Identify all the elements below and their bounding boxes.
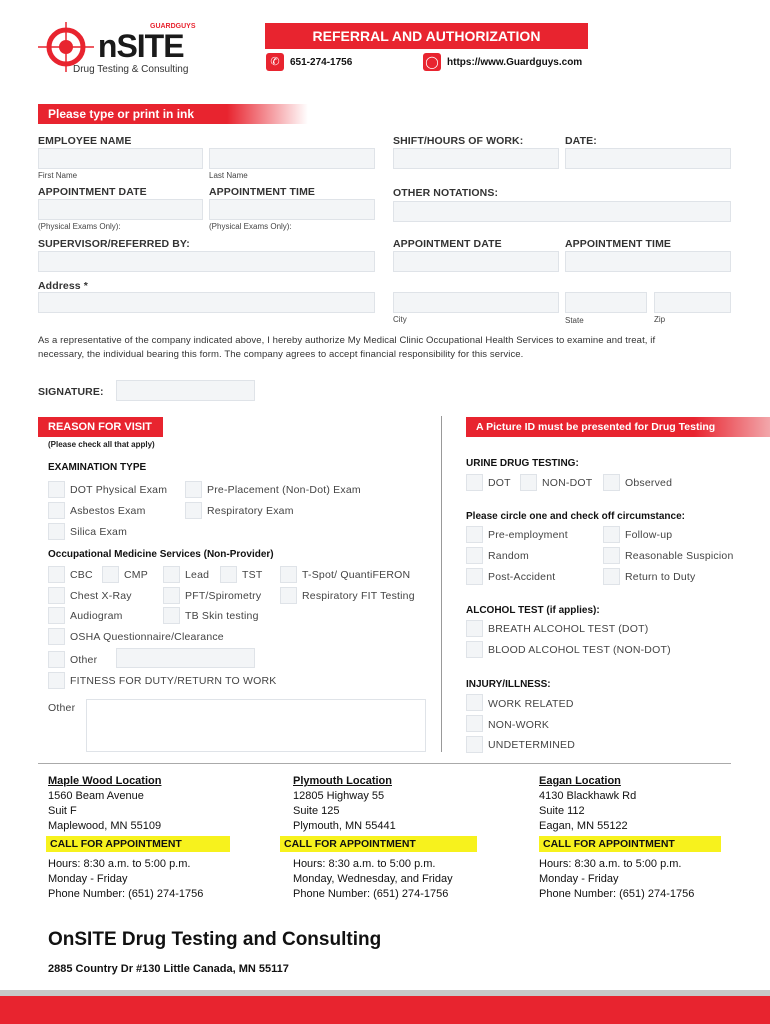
location-title: Plymouth Location	[293, 775, 392, 787]
tst-label: TST	[242, 569, 263, 581]
location-title: Eagan Location	[539, 775, 621, 787]
reasonable-suspicion-checkbox[interactable]	[603, 547, 620, 564]
physical-exams-sub-2: (Physical Exams Only):	[209, 222, 292, 231]
authorization-line-2: necessary, the individual bearing this form. The company agrees to accept financial responsibility for this service.	[38, 349, 524, 360]
cmp-label: CMP	[124, 569, 148, 581]
post-accident-label: Post-Accident	[488, 571, 556, 583]
random-label: Random	[488, 550, 529, 562]
urine-dot-checkbox[interactable]	[466, 474, 483, 491]
reason-banner: REASON FOR VISIT	[38, 417, 163, 437]
other-label: Other	[70, 654, 98, 666]
chest-xray-checkbox[interactable]	[48, 587, 65, 604]
appointment-date-label: APPOINTMENT DATE	[38, 186, 147, 198]
follow-up-checkbox[interactable]	[603, 526, 620, 543]
supervisor-field[interactable]	[38, 251, 375, 272]
other-notations-field[interactable]	[393, 201, 731, 222]
pre-employment-checkbox[interactable]	[466, 526, 483, 543]
signature-field[interactable]	[116, 380, 255, 401]
resp-fit-label: Respiratory FIT Testing	[302, 590, 415, 602]
cta-maplewood[interactable]: CALL FOR APPOINTMENT	[46, 836, 230, 852]
address-label: Address *	[38, 280, 88, 292]
fitness-label: FITNESS FOR DUTY/RETURN TO WORK	[70, 675, 277, 687]
tb-skin-label: TB Skin testing	[185, 610, 259, 622]
state-sub: State	[565, 316, 584, 325]
work-related-label: WORK RELATED	[488, 698, 574, 710]
urine-observed-label: Observed	[625, 477, 673, 489]
blood-alcohol-label: BLOOD ALCOHOL TEST (NON-DOT)	[488, 644, 671, 656]
appointment-time-field[interactable]	[209, 199, 375, 220]
zip-field[interactable]	[654, 292, 731, 313]
other-2-textarea[interactable]	[86, 699, 426, 752]
brand-o	[74, 28, 98, 64]
last-name-sub: Last Name	[209, 171, 248, 180]
location-line1: 1560 Beam Avenue	[48, 790, 144, 802]
cbc-checkbox[interactable]	[48, 566, 65, 583]
tspot-checkbox[interactable]	[280, 566, 297, 583]
location-eagan	[539, 774, 636, 834]
location-phone: Phone Number: (651) 274-1756	[293, 888, 449, 900]
brand-tagline: Drug Testing & Consulting	[73, 64, 189, 75]
audiogram-checkbox[interactable]	[48, 607, 65, 624]
location-maplewood	[48, 774, 161, 834]
shift-hours-field[interactable]	[393, 148, 559, 169]
work-related-checkbox[interactable]	[466, 694, 483, 711]
location-line1: 4130 Blackhawk Rd	[539, 790, 637, 802]
location-days: Monday, Wednesday, and Friday	[293, 873, 453, 885]
osha-label: OSHA Questionnaire/Clearance	[70, 631, 224, 643]
location-line3: Plymouth, MN 55441	[293, 820, 396, 832]
phone-icon: ✆	[266, 53, 284, 71]
location-line1: 12805 Highway 55	[293, 790, 385, 802]
tspot-label: T-Spot/ QuantiFERON	[302, 569, 411, 581]
silica-checkbox[interactable]	[48, 523, 65, 540]
logo	[36, 18, 196, 80]
physical-exams-sub-1: (Physical Exams Only):	[38, 222, 121, 231]
location-days: Monday - Friday	[539, 873, 619, 885]
employee-name-label: EMPLOYEE NAME	[38, 135, 132, 147]
city-sub: City	[393, 315, 407, 324]
footer-address: 2885 Country Dr #130 Little Canada, MN 55117	[48, 963, 289, 975]
location-maplewood-hours	[48, 857, 203, 902]
globe-icon: ◯	[423, 53, 441, 71]
breath-alcohol-label: BREATH ALCOHOL TEST (DOT)	[488, 623, 649, 635]
date-field[interactable]	[565, 148, 731, 169]
picture-id-banner: A Picture ID must be presented for Drug Testing	[466, 417, 770, 437]
zip-sub: Zip	[654, 315, 666, 324]
other-field[interactable]	[116, 648, 255, 668]
supervisor-label: SUPERVISOR/REFERRED BY:	[38, 238, 190, 250]
location-title: Maple Wood Location	[48, 775, 162, 787]
respiratory-label: Respiratory Exam	[207, 505, 294, 517]
alcohol-heading: ALCOHOL TEST (if applies):	[466, 605, 600, 616]
address-field[interactable]	[38, 292, 375, 313]
location-hours: Hours: 8:30 a.m. to 5:00 p.m.	[539, 858, 682, 870]
dot-physical-checkbox[interactable]	[48, 481, 65, 498]
urine-observed-checkbox[interactable]	[603, 474, 620, 491]
location-hours: Hours: 8:30 a.m. to 5:00 p.m.	[48, 858, 191, 870]
footer-company: OnSITE Drug Testing and Consulting	[48, 929, 382, 950]
silica-label: Silica Exam	[70, 526, 128, 538]
first-name-sub: First Name	[38, 171, 78, 180]
pre-placement-checkbox[interactable]	[185, 481, 202, 498]
lead-checkbox[interactable]	[163, 566, 180, 583]
cta-eagan[interactable]: CALL FOR APPOINTMENT	[539, 836, 721, 852]
osha-checkbox[interactable]	[48, 628, 65, 645]
undetermined-label: UNDETERMINED	[488, 739, 575, 751]
other-checkbox[interactable]	[48, 651, 65, 668]
first-name-field[interactable]	[38, 148, 203, 169]
brand-small: GUARDGUYS	[150, 23, 196, 30]
title-banner: REFERRAL AND AUTHORIZATION	[265, 23, 588, 49]
blood-alcohol-checkbox[interactable]	[466, 641, 483, 658]
cta-plymouth[interactable]: CALL FOR APPOINTMENT	[280, 836, 477, 852]
urine-heading: URINE DRUG TESTING:	[466, 458, 579, 469]
fitness-checkbox[interactable]	[48, 672, 65, 689]
urine-dot-label: DOT	[488, 477, 511, 489]
return-to-duty-label: Return to Duty	[625, 571, 696, 583]
cmp-checkbox[interactable]	[102, 566, 119, 583]
post-accident-checkbox[interactable]	[466, 568, 483, 585]
location-plymouth-hours	[293, 857, 453, 902]
tb-skin-checkbox[interactable]	[163, 607, 180, 624]
random-checkbox[interactable]	[466, 547, 483, 564]
appointment-time-2-label: APPOINTMENT TIME	[565, 238, 672, 250]
audiogram-label: Audiogram	[70, 610, 123, 622]
non-work-checkbox[interactable]	[466, 715, 483, 732]
location-hours: Hours: 8:30 a.m. to 5:00 p.m.	[293, 858, 436, 870]
header-phone[interactable]: 651-274-1756	[290, 57, 353, 68]
appointment-date-2-field[interactable]	[393, 251, 559, 272]
location-line2: Suite 112	[539, 805, 585, 817]
shift-hours-label: SHIFT/HOURS OF WORK:	[393, 135, 524, 147]
pft-label: PFT/Spirometry	[185, 590, 262, 602]
other-2-label: Other	[48, 702, 76, 714]
undetermined-checkbox[interactable]	[466, 736, 483, 753]
location-line2: Suit F	[48, 805, 77, 817]
header-website[interactable]: https://www.Guardguys.com	[447, 57, 583, 68]
date-label: DATE:	[565, 135, 597, 147]
pft-checkbox[interactable]	[163, 587, 180, 604]
occ-med-heading: Occupational Medicine Services (Non-Provider)	[48, 549, 274, 560]
other-notations-label: OTHER NOTATIONS:	[393, 187, 499, 199]
location-phone: Phone Number: (651) 274-1756	[539, 888, 695, 900]
reasonable-suspicion-label: Reasonable Suspicion	[625, 550, 734, 562]
cbc-label: CBC	[70, 569, 93, 581]
asbestos-label: Asbestos Exam	[70, 505, 146, 517]
urine-non-dot-checkbox[interactable]	[520, 474, 537, 491]
asbestos-checkbox[interactable]	[48, 502, 65, 519]
appointment-time-2-field[interactable]	[565, 251, 731, 272]
dot-physical-label: DOT Physical Exam	[70, 484, 168, 496]
location-line2: Suite 125	[293, 805, 340, 817]
location-phone: Phone Number: (651) 274-1756	[48, 888, 204, 900]
urine-non-dot-label: NON-DOT	[542, 477, 593, 489]
non-work-label: NON-WORK	[488, 719, 550, 731]
appointment-date-field[interactable]	[38, 199, 203, 220]
locations-divider	[38, 763, 731, 764]
state-field[interactable]	[565, 292, 647, 313]
location-days: Monday - Friday	[48, 873, 128, 885]
footer-red-bar	[0, 996, 770, 1024]
circle-one-heading: Please circle one and check off circumstance:	[466, 511, 685, 522]
exam-type-heading: EXAMINATION TYPE	[48, 462, 147, 473]
check-all-note: (Please check all that apply)	[48, 440, 155, 449]
form-banner: Please type or print in ink	[38, 104, 308, 124]
lead-label: Lead	[185, 569, 210, 581]
brand-main	[74, 30, 184, 62]
location-plymouth	[293, 774, 396, 834]
brand-rest: nSITE	[97, 28, 184, 64]
tst-checkbox[interactable]	[220, 566, 237, 583]
resp-fit-checkbox[interactable]	[280, 587, 297, 604]
pre-placement-label: Pre-Placement (Non-Dot) Exam	[207, 484, 361, 496]
chest-xray-label: Chest X-Ray	[70, 590, 132, 602]
authorization-line-1: As a representative of the company indicated above, I hereby authorize My Medical Clinic Occupational Health Services to examine and treat, if	[38, 335, 656, 346]
section-divider	[441, 416, 442, 752]
follow-up-label: Follow-up	[625, 529, 673, 541]
respiratory-checkbox[interactable]	[185, 502, 202, 519]
location-eagan-hours	[539, 857, 694, 902]
return-to-duty-checkbox[interactable]	[603, 568, 620, 585]
appointment-date-2-label: APPOINTMENT DATE	[393, 238, 502, 250]
authorization-text	[38, 334, 655, 362]
pre-employment-label: Pre-employment	[488, 529, 568, 541]
breath-alcohol-checkbox[interactable]	[466, 620, 483, 637]
location-line3: Eagan, MN 55122	[539, 820, 628, 832]
last-name-field[interactable]	[209, 148, 375, 169]
city-field[interactable]	[393, 292, 559, 313]
location-line3: Maplewood, MN 55109	[48, 820, 162, 832]
injury-heading: INJURY/ILLNESS:	[466, 679, 551, 690]
appointment-time-label: APPOINTMENT TIME	[209, 186, 316, 198]
signature-label: SIGNATURE:	[38, 386, 104, 398]
